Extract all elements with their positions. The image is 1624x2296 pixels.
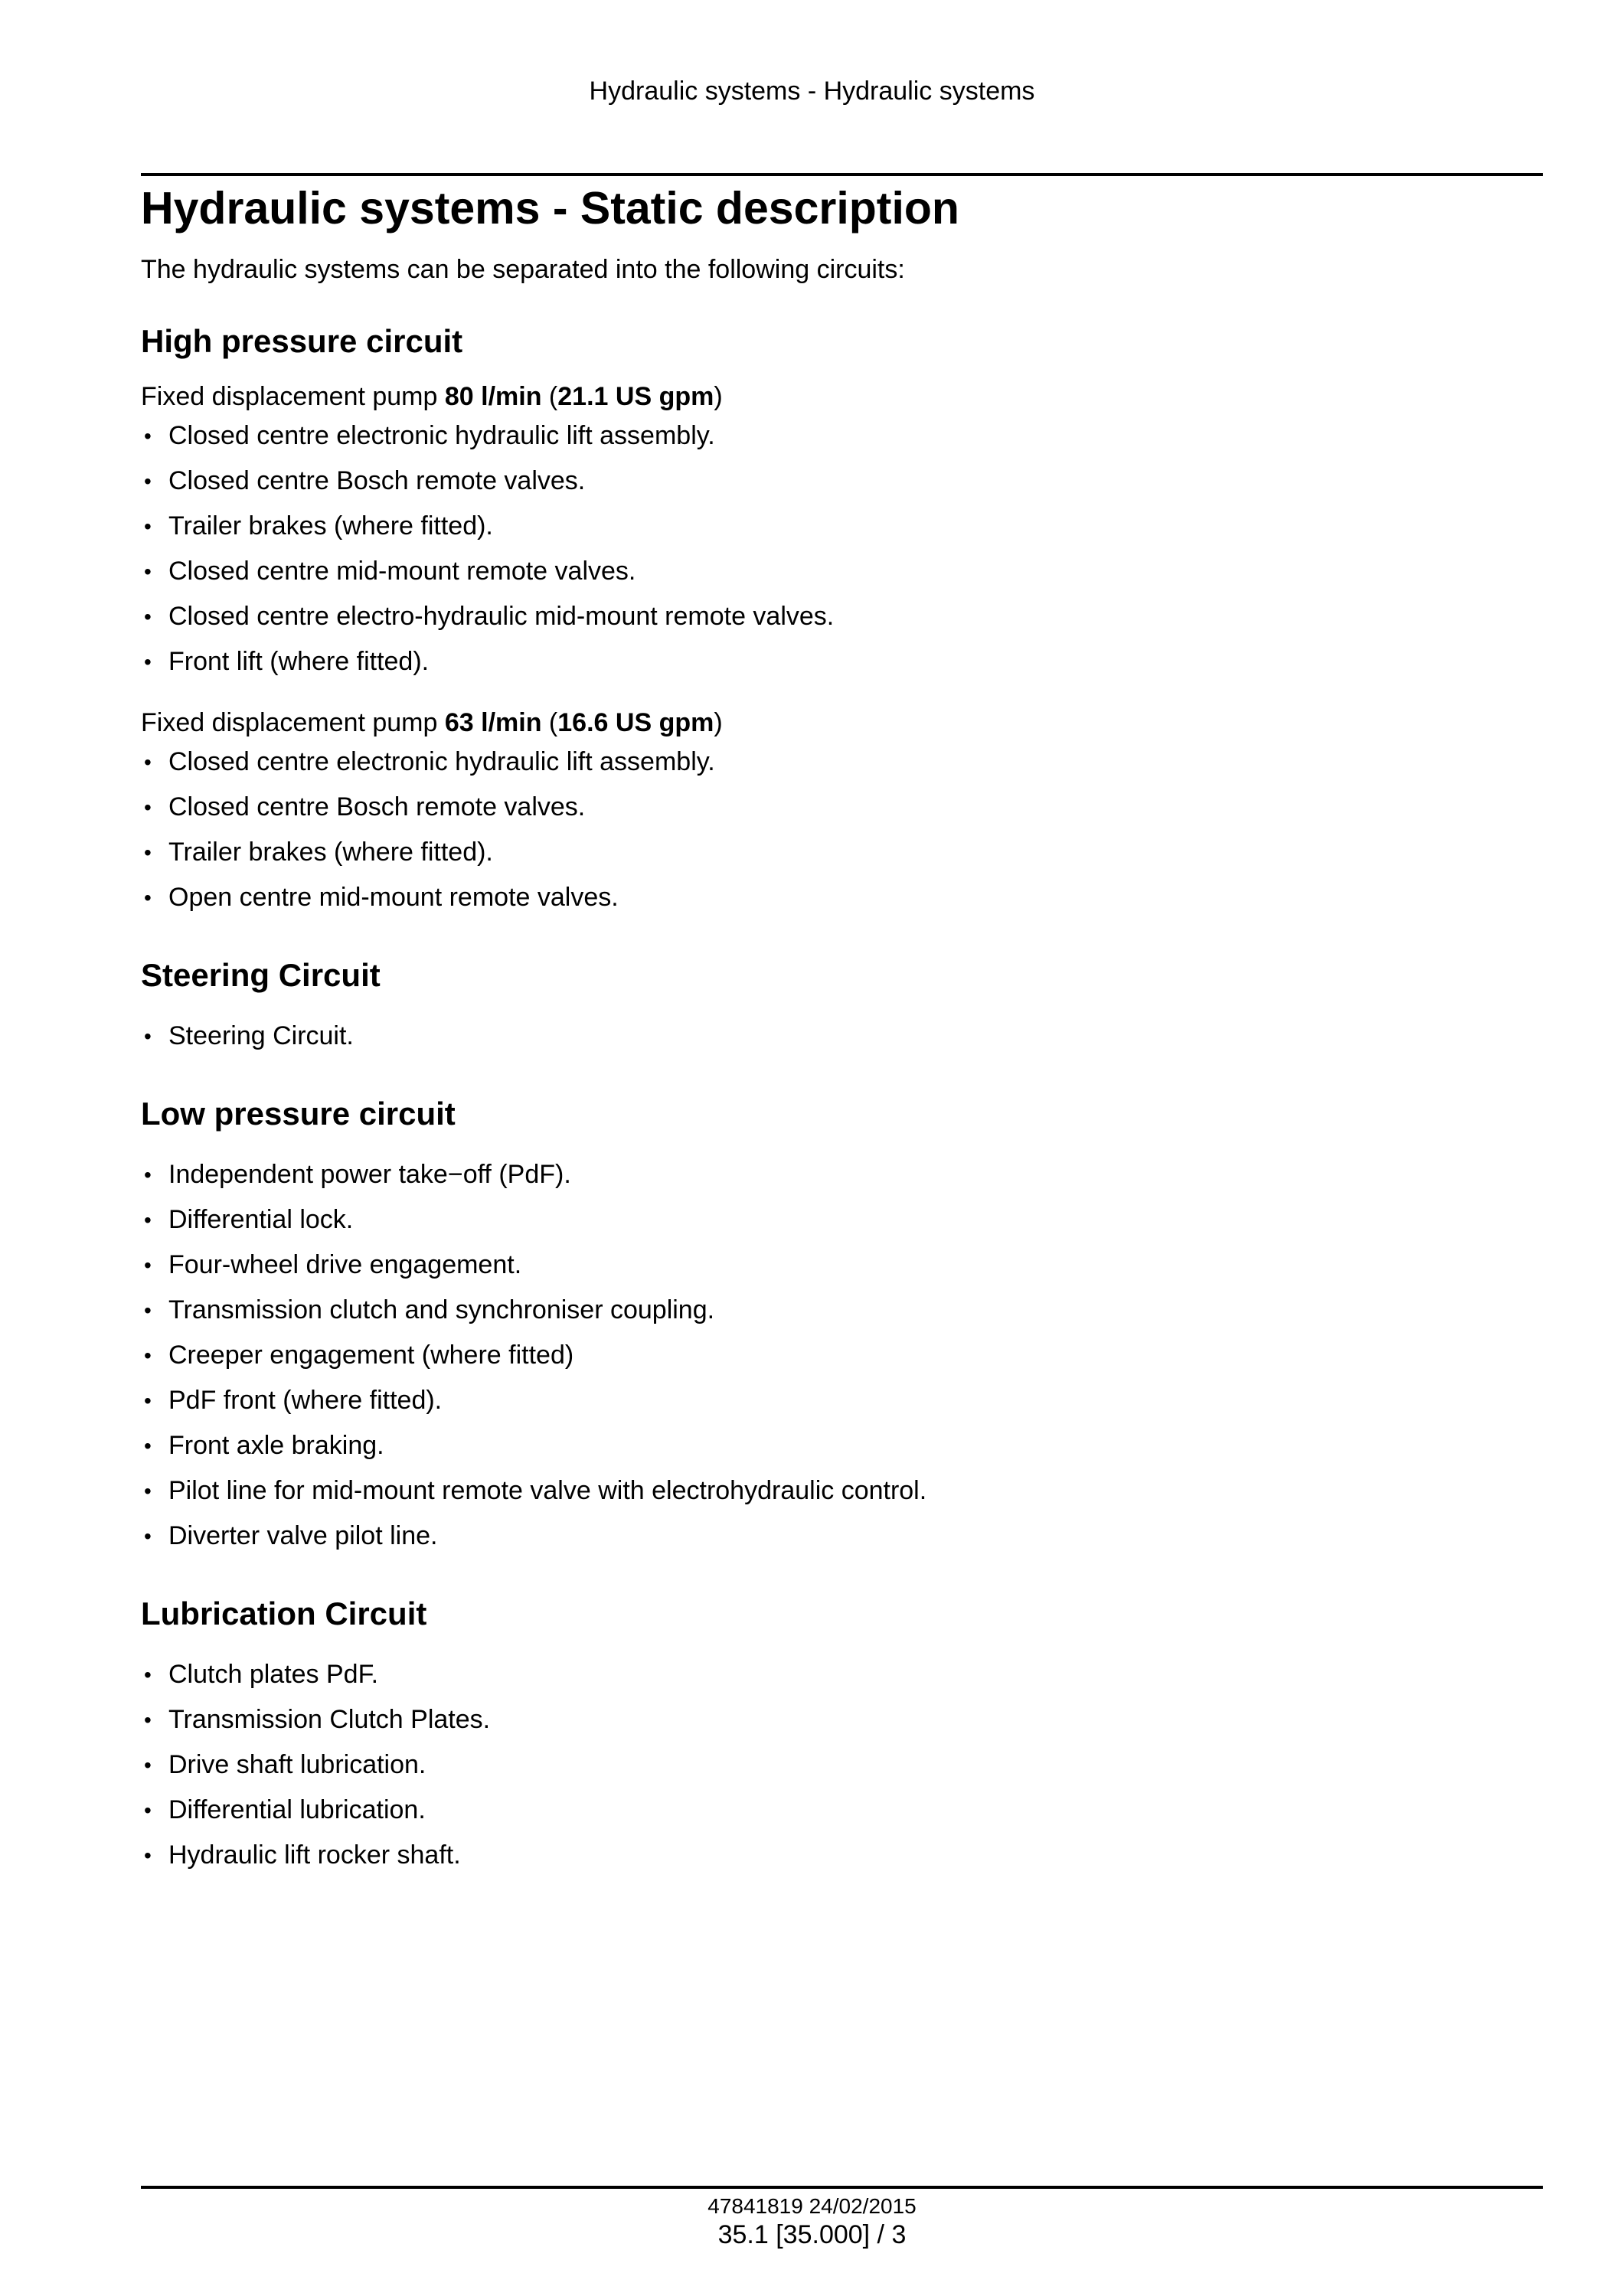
bullet-icon: • <box>144 1024 152 1048</box>
list-item <box>141 639 1543 684</box>
list-item <box>141 1652 1543 1697</box>
bullet-icon: • <box>144 560 152 583</box>
list-item-text: Diverter valve pilot line. <box>168 1521 438 1550</box>
list-item-text: Hydraulic lift rocker shaft. <box>168 1840 461 1870</box>
bullet-icon: • <box>144 1253 152 1277</box>
bullet-icon: • <box>144 1798 152 1822</box>
list-item-text: PdF front (where fitted). <box>168 1386 443 1415</box>
bullet-icon: • <box>144 1524 152 1548</box>
list-item-text: Differential lubrication. <box>168 1795 426 1824</box>
bullet-icon: • <box>144 1663 152 1687</box>
footer-doc-ref: 47841819 24/02/2015 <box>707 2194 917 2218</box>
intro-text: The hydraulic systems can be separated into the following circuits: <box>141 255 905 284</box>
pump-63-close-paren: ) <box>714 708 723 737</box>
page-content <box>141 178 1543 1878</box>
header-rule <box>141 173 1543 176</box>
list-item <box>141 459 1543 504</box>
pump-80-line <box>141 380 1543 413</box>
pump-63-flow-us: 16.6 US gpm <box>557 708 714 737</box>
list-item <box>141 413 1543 459</box>
bullet-icon: • <box>144 1479 152 1503</box>
bullet-icon: • <box>144 469 152 493</box>
pump-80-close-paren: ) <box>714 382 723 411</box>
list-item <box>141 1788 1543 1833</box>
list-item <box>141 1833 1543 1878</box>
list-item-text: Trailer brakes (where fitted). <box>168 511 493 541</box>
list-item-text: Four-wheel drive engagement. <box>168 1250 522 1279</box>
list-item <box>141 1378 1543 1423</box>
bullet-icon: • <box>144 514 152 538</box>
list-item-text: Closed centre electro-hydraulic mid-mount remote valves. <box>168 602 835 631</box>
list-item <box>141 1197 1543 1243</box>
list-item-text: Front axle braking. <box>168 1431 384 1460</box>
lubrication-heading: Lubrication Circuit <box>141 1595 427 1631</box>
list-item-text: Trailer brakes (where fitted). <box>168 838 493 867</box>
list-item-text: Pilot line for mid-mount remote valve with electrohydraulic control. <box>168 1476 927 1505</box>
list-item <box>141 830 1543 875</box>
footer-page-ref: 35.1 [35.000] / 3 <box>717 2220 907 2249</box>
bullet-icon: • <box>144 841 152 864</box>
list-item <box>141 1468 1543 1514</box>
bullet-icon: • <box>144 650 152 674</box>
steering-list <box>141 1014 1543 1059</box>
list-item-text: Closed centre Bosch remote valves. <box>168 792 586 821</box>
bullet-icon: • <box>144 750 152 774</box>
footer-rule <box>141 2186 1543 2189</box>
list-item <box>141 1333 1543 1378</box>
low-pressure-list <box>141 1152 1543 1559</box>
list-item-text: Clutch plates PdF. <box>168 1660 379 1689</box>
bullet-icon: • <box>144 1753 152 1777</box>
list-item-text: Front lift (where fitted). <box>168 647 430 676</box>
list-item <box>141 594 1543 639</box>
bullet-icon: • <box>144 886 152 910</box>
list-item-text: Closed centre electronic hydraulic lift assembly. <box>168 747 715 776</box>
bullet-icon: • <box>144 1208 152 1232</box>
list-item-text: Drive shaft lubrication. <box>168 1750 426 1779</box>
list-item-text: Closed centre mid-mount remote valves. <box>168 557 636 586</box>
list-item <box>141 1742 1543 1788</box>
low-pressure-heading: Low pressure circuit <box>141 1096 456 1132</box>
bullet-icon: • <box>144 1389 152 1413</box>
list-item-text: Transmission Clutch Plates. <box>168 1705 491 1734</box>
bullet-icon: • <box>144 1708 152 1732</box>
pump-63-line <box>141 706 1543 740</box>
bullet-icon: • <box>144 1344 152 1367</box>
bullet-icon: • <box>144 424 152 448</box>
list-item-text: Independent power take−off (PdF). <box>168 1160 571 1189</box>
bullet-icon: • <box>144 1298 152 1322</box>
pump-63-flow: 63 l/min <box>444 708 542 737</box>
bullet-icon: • <box>144 1844 152 1867</box>
list-item <box>141 785 1543 830</box>
list-item <box>141 504 1543 549</box>
list-item-text: Transmission clutch and synchroniser coupling. <box>168 1295 715 1324</box>
pump-80-flow-us: 21.1 US gpm <box>557 382 714 411</box>
list-item <box>141 1243 1543 1288</box>
steering-heading: Steering Circuit <box>141 957 381 993</box>
list-item <box>141 549 1543 594</box>
pump-80-open-paren: ( <box>541 382 558 411</box>
bullet-icon: • <box>144 1163 152 1187</box>
pump-80-flow: 80 l/min <box>444 382 542 411</box>
high-pressure-heading: High pressure circuit <box>141 323 463 359</box>
list-item <box>141 1697 1543 1742</box>
list-item <box>141 740 1543 785</box>
bullet-icon: • <box>144 795 152 819</box>
list-item-text: Steering Circuit. <box>168 1021 354 1050</box>
pump-63-prefix: Fixed displacement pump <box>141 708 445 737</box>
list-item <box>141 1288 1543 1333</box>
pump-63-open-paren: ( <box>541 708 558 737</box>
list-item <box>141 1152 1543 1197</box>
bullet-icon: • <box>144 605 152 629</box>
page-title: Hydraulic systems - Static description <box>141 183 959 234</box>
list-item-text: Creeper engagement (where fitted) <box>168 1341 574 1370</box>
list-item <box>141 1014 1543 1059</box>
list-item-text: Open centre mid-mount remote valves. <box>168 883 619 912</box>
list-item <box>141 875 1543 920</box>
lubrication-list <box>141 1652 1543 1878</box>
list-item <box>141 1423 1543 1468</box>
list-item <box>141 1514 1543 1559</box>
pump-63-list <box>141 740 1543 920</box>
bullet-icon: • <box>144 1434 152 1458</box>
list-item-text: Differential lock. <box>168 1205 354 1234</box>
list-item-text: Closed centre electronic hydraulic lift assembly. <box>168 421 715 450</box>
list-item-text: Closed centre Bosch remote valves. <box>168 466 586 495</box>
running-header: Hydraulic systems - Hydraulic systems <box>589 77 1035 106</box>
pump-80-list <box>141 413 1543 684</box>
pump-80-prefix: Fixed displacement pump <box>141 382 445 411</box>
